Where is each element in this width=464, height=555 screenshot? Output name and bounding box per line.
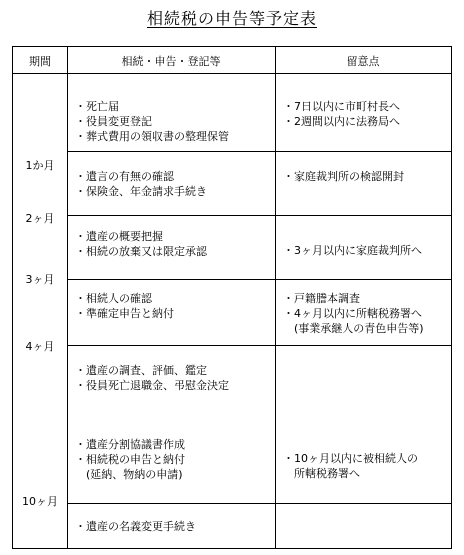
row-divider xyxy=(67,345,451,346)
column-divider xyxy=(67,47,68,548)
header-notes: 留意点 xyxy=(346,55,380,68)
notes-cell xyxy=(283,243,422,258)
period-label: 10ヶ月 xyxy=(22,495,58,508)
procedure-item: ・役員変更登記 xyxy=(75,115,152,128)
procedure-item: ・遺産分割協議書作成 xyxy=(75,438,185,451)
note-item: ・10ヶ月以内に被相続人の xyxy=(283,452,418,465)
procedure-item: ・相続人の確認 xyxy=(75,292,152,305)
procedure-item: ・遺言の有無の確認 xyxy=(75,170,174,183)
header-period: 期間 xyxy=(29,55,51,68)
procedure-cell xyxy=(75,169,207,199)
note-item: ・家庭裁判所の検認開封 xyxy=(283,170,404,183)
procedure-item: ・遺産の概要把握 xyxy=(75,230,163,243)
procedure-item: ・遺産の調査、評価、鑑定 xyxy=(75,364,207,377)
note-item: ・2週間以内に法務局へ xyxy=(283,115,400,128)
procedure-item: ・遺産の名義変更手続き xyxy=(75,520,196,533)
page-title: 相続税の申告等予定表 xyxy=(146,9,317,28)
row-divider xyxy=(67,503,451,504)
column-divider xyxy=(275,47,276,548)
header-divider xyxy=(13,73,451,74)
note-item: ・7日以内に市町村長へ xyxy=(283,100,400,113)
procedure-item: ・相続の放棄又は限定承認 xyxy=(75,245,207,258)
period-label: 3ヶ月 xyxy=(25,273,55,286)
notes-cell xyxy=(283,99,400,129)
procedure-cell xyxy=(75,291,174,321)
row-divider xyxy=(67,279,451,280)
schedule-table xyxy=(12,46,452,549)
note-item: ・3ヶ月以内に家庭裁判所へ xyxy=(283,244,422,257)
procedure-cell xyxy=(75,99,229,144)
note-item: ・戸籍謄本調査 xyxy=(283,292,360,305)
note-item: (事業承継人の青色申告等) xyxy=(283,322,424,335)
procedure-item: (延納、物納の申請) xyxy=(75,468,183,481)
notes-cell xyxy=(283,169,404,184)
row-divider xyxy=(67,215,451,216)
notes-cell xyxy=(283,451,418,481)
period-label: 4ヶ月 xyxy=(25,340,55,353)
procedure-item: ・葬式費用の領収書の整理保管 xyxy=(75,130,229,143)
procedure-cell xyxy=(75,437,185,482)
row-divider xyxy=(67,151,451,152)
procedure-cell xyxy=(75,363,229,393)
notes-cell xyxy=(283,291,424,336)
note-item: ・4ヶ月以内に所轄税務署へ xyxy=(283,307,422,320)
period-label: 1か月 xyxy=(25,159,55,172)
note-item: 所轄税務署へ xyxy=(283,467,360,480)
procedure-item: ・準確定申告と納付 xyxy=(75,307,174,320)
procedure-item: ・役員死亡退職金、弔慰金決定 xyxy=(75,379,229,392)
procedure-item: ・相続税の申告と納付 xyxy=(75,453,185,466)
procedure-item: ・死亡届 xyxy=(75,100,119,113)
procedure-cell xyxy=(75,519,196,534)
period-label: 2ヶ月 xyxy=(25,212,55,225)
procedure-item: ・保険金、年金請求手続き xyxy=(75,185,207,198)
header-procedure: 相続・申告・登記等 xyxy=(121,55,221,68)
procedure-cell xyxy=(75,229,207,259)
